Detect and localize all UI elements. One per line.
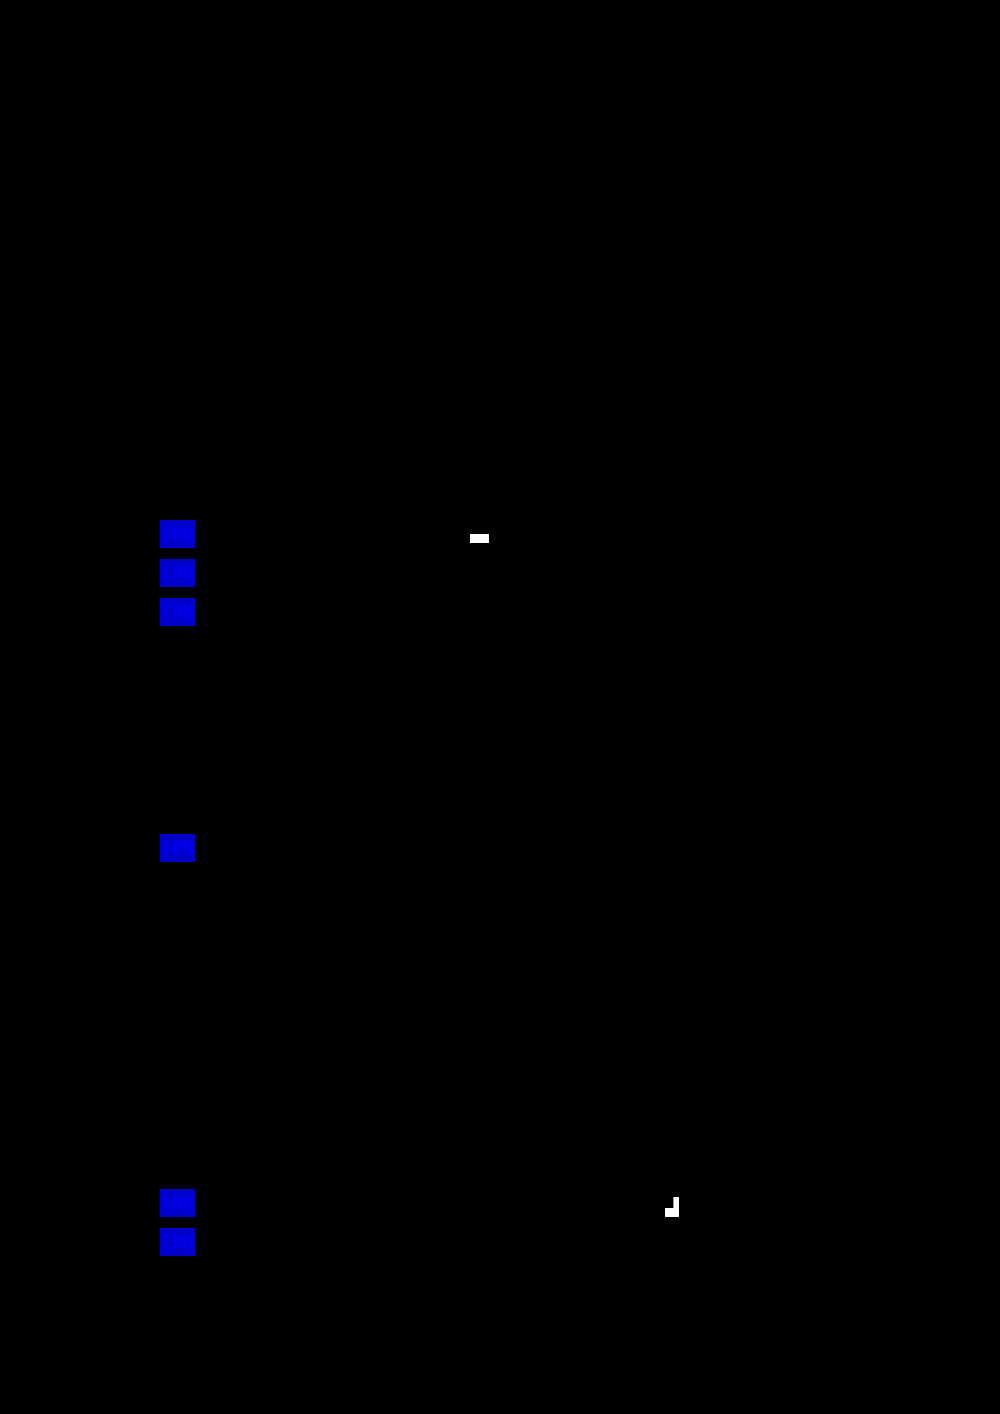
citation-link-1[interactable]: [40] (160, 520, 195, 548)
citation-link-3[interactable]: [30] (160, 598, 195, 626)
citation-link-6[interactable]: [30] (160, 1228, 195, 1256)
citation-link-2[interactable]: [30] (160, 559, 195, 587)
inline-glyph-upper-icon (470, 534, 489, 543)
inline-glyph-lower-icon (665, 1197, 679, 1217)
citation-link-4[interactable]: [49] (160, 834, 195, 862)
citation-link-5[interactable]: [40] (160, 1189, 195, 1217)
